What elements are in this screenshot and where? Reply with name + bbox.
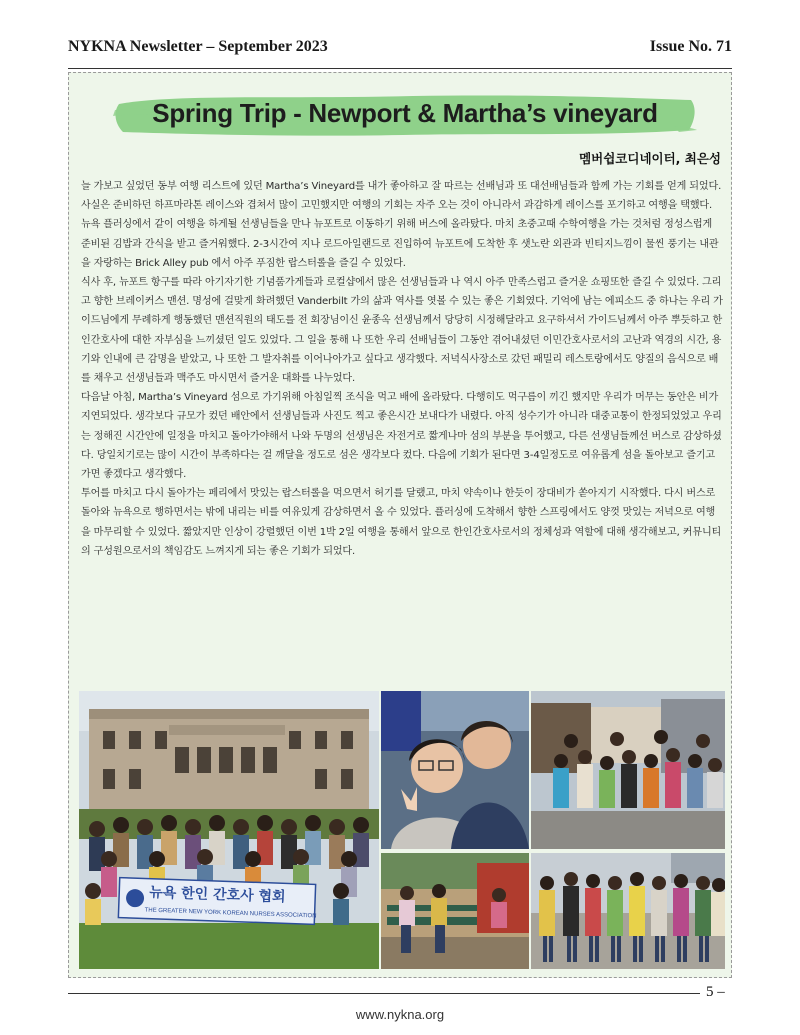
street-group-photo [531,691,725,849]
selfie-photo [381,691,529,849]
paragraph: 식사 후, 뉴포트 항구를 따라 아기자기한 기념품가게들과 로컬샵에서 많은 선생님들과 나 역시 아주 만족스럽고 즐거운 쇼핑또한 즐길 수 있었다. 그리고 향한 브레이커스 맨션. 명성에 걸맞게 화려했던 Vanderbilt 가의 삶과 역사를 엿볼 수 있는 좋은 기회였다. 기억에 남는 에피소드 중 하나는 우리 가이드님에게 무례하게 행동했던 맨션직원의 태도를 전 회장님이신 윤종옥 선생님께서 당당히 시정해달라고 요구하셔서 가이드님께서 아주 뿌듯하고 한인간호사에 대한 자부심을 느끼셨던 일도 있었다. 그 일을 통해 나 또한 우리 선배님들이 그동안 겪어내셨던 이민간호사로서의 고난과 역경의 시간, 용기와 인내에 큰 감명을 받았고, 나 또한 그 발자취를 이어나아가고 싶다고 생각했다. 저녁식사장소로 갔던 패밀리 레스토랑에서도 양질의 음식으로 배를 채우고 선생님들과 맥주도 마시면서 즐거운 대화를 나누었다. [81,277,723,385]
page-header [68,38,732,62]
banner-english-text: THE GREATER NEW YORK KOREAN NURSES ASSOCIATION [144,907,317,920]
photo-collage [79,691,725,969]
harbor-group-photo [531,853,725,969]
article-title: Spring Trip - Newport & Martha’s vineyard [152,98,658,128]
article-body [81,177,723,561]
group-photo-mansion [79,691,379,969]
paragraph: 늘 가보고 싶었던 동부 여행 리스트에 있던 Martha’s Vineyard를 내가 좋아하고 잘 따르는 선배님과 또 대선배님들과 함께 가는 기회를 얻게 되었다. 사실은 준비하던 하프마라톤 레이스와 겹쳐서 많이 고민했지만 여행의 기회는 자주 오는 것이 아니라서 과감하게 레이스를 포기하고 여행을 택했다. [81,181,722,212]
article-title-banner [113,90,697,140]
banner-korean-text: 뉴욕 한인 간호사 협회 [148,884,286,906]
website-link[interactable]: www.nykna.org [355,1007,445,1022]
header-divider [68,68,732,69]
issue-number: Issue No. 71 [649,38,732,55]
footer-divider [68,993,700,994]
newsletter-name: NYKNA Newsletter – September 2023 [68,38,328,55]
paragraph: 투어를 마치고 다시 돌아가는 페리에서 맛있는 랍스터롤을 먹으면서 허기를 달랬고, 마치 약속이나 한듯이 장대비가 쏟아지기 시작했다. 다시 버스로 돌아와 뉴욕으로 행하면서는 밖에 내리는 비를 여유있게 감상하면서 올 수 있었다. 플러싱에 도착해서 향한 스프링에서도 양껏 맛있는 저녁으로 여행을 마무리할 수 있었다. 짧았지만 인상이 강렬했던 이번 1박 2일 여행을 통해서 앞으로 한인간호사로서의 정체성과 역할에 대해 생각해보고, 커뮤니티의 구성원으로서의 책임감도 느껴지게 되는 좋은 기회가 되었다. [81,488,722,557]
article-panel [68,72,732,978]
paragraph: 다음날 아침, Martha’s Vineyard 섬으로 가기위해 아침일찍 조식을 먹고 배에 올라탔다. 다행히도 먹구름이 끼긴 했지만 우리가 머무는 동안은 비가 지연되었다. 생각보다 규모가 컸던 배안에서 선생님들과 사진도 찍고 좋은시간 보내다가 내렸다. 아직 성수기가 아니라 대중교통이 한정되었었고 우리는 정해진 시간안에 일정을 마치고 돌아가야해서 나와 두명의 선생님은 자전거로 짧게나마 섬의 부분을 투어했고, 다른 선생님들께선 버스로 감상하셨다. 당일치기로는 많이 시간이 부족하다는 걸 깨달을 정도로 섬은 생각보다 컸다. 다음에 기회가 된다면 3-4일정도로 여유롭게 섬을 돌아보고 즐기고 가면 좋겠다고 생각했다. [81,392,722,481]
page-number: 5 – [706,984,725,1000]
paragraph: 뉴욕 플러싱에서 같이 여행을 하게될 선생님들을 만나 뉴포트로 이동하기 위해 버스에 올라탔다. 마치 초중고때 수학여행을 가는 것처럼 정성스럽게 준비된 김밥과 간식을 받고 즐거워했다. 2-3시간여 지나 로드아일랜드로 진입하여 뉴포트에 도착한 후 샛노란 외관과 빈티지느낌이 물씬 풍기는 내관을 자랑하는 Brick Alley pub 에서 아주 푸짐한 랍스터롤을 즐길 수 있었다. [81,219,719,269]
bench-photo [381,853,529,969]
article-author: 멤버쉽코디네이터, 최은성 [579,151,721,166]
